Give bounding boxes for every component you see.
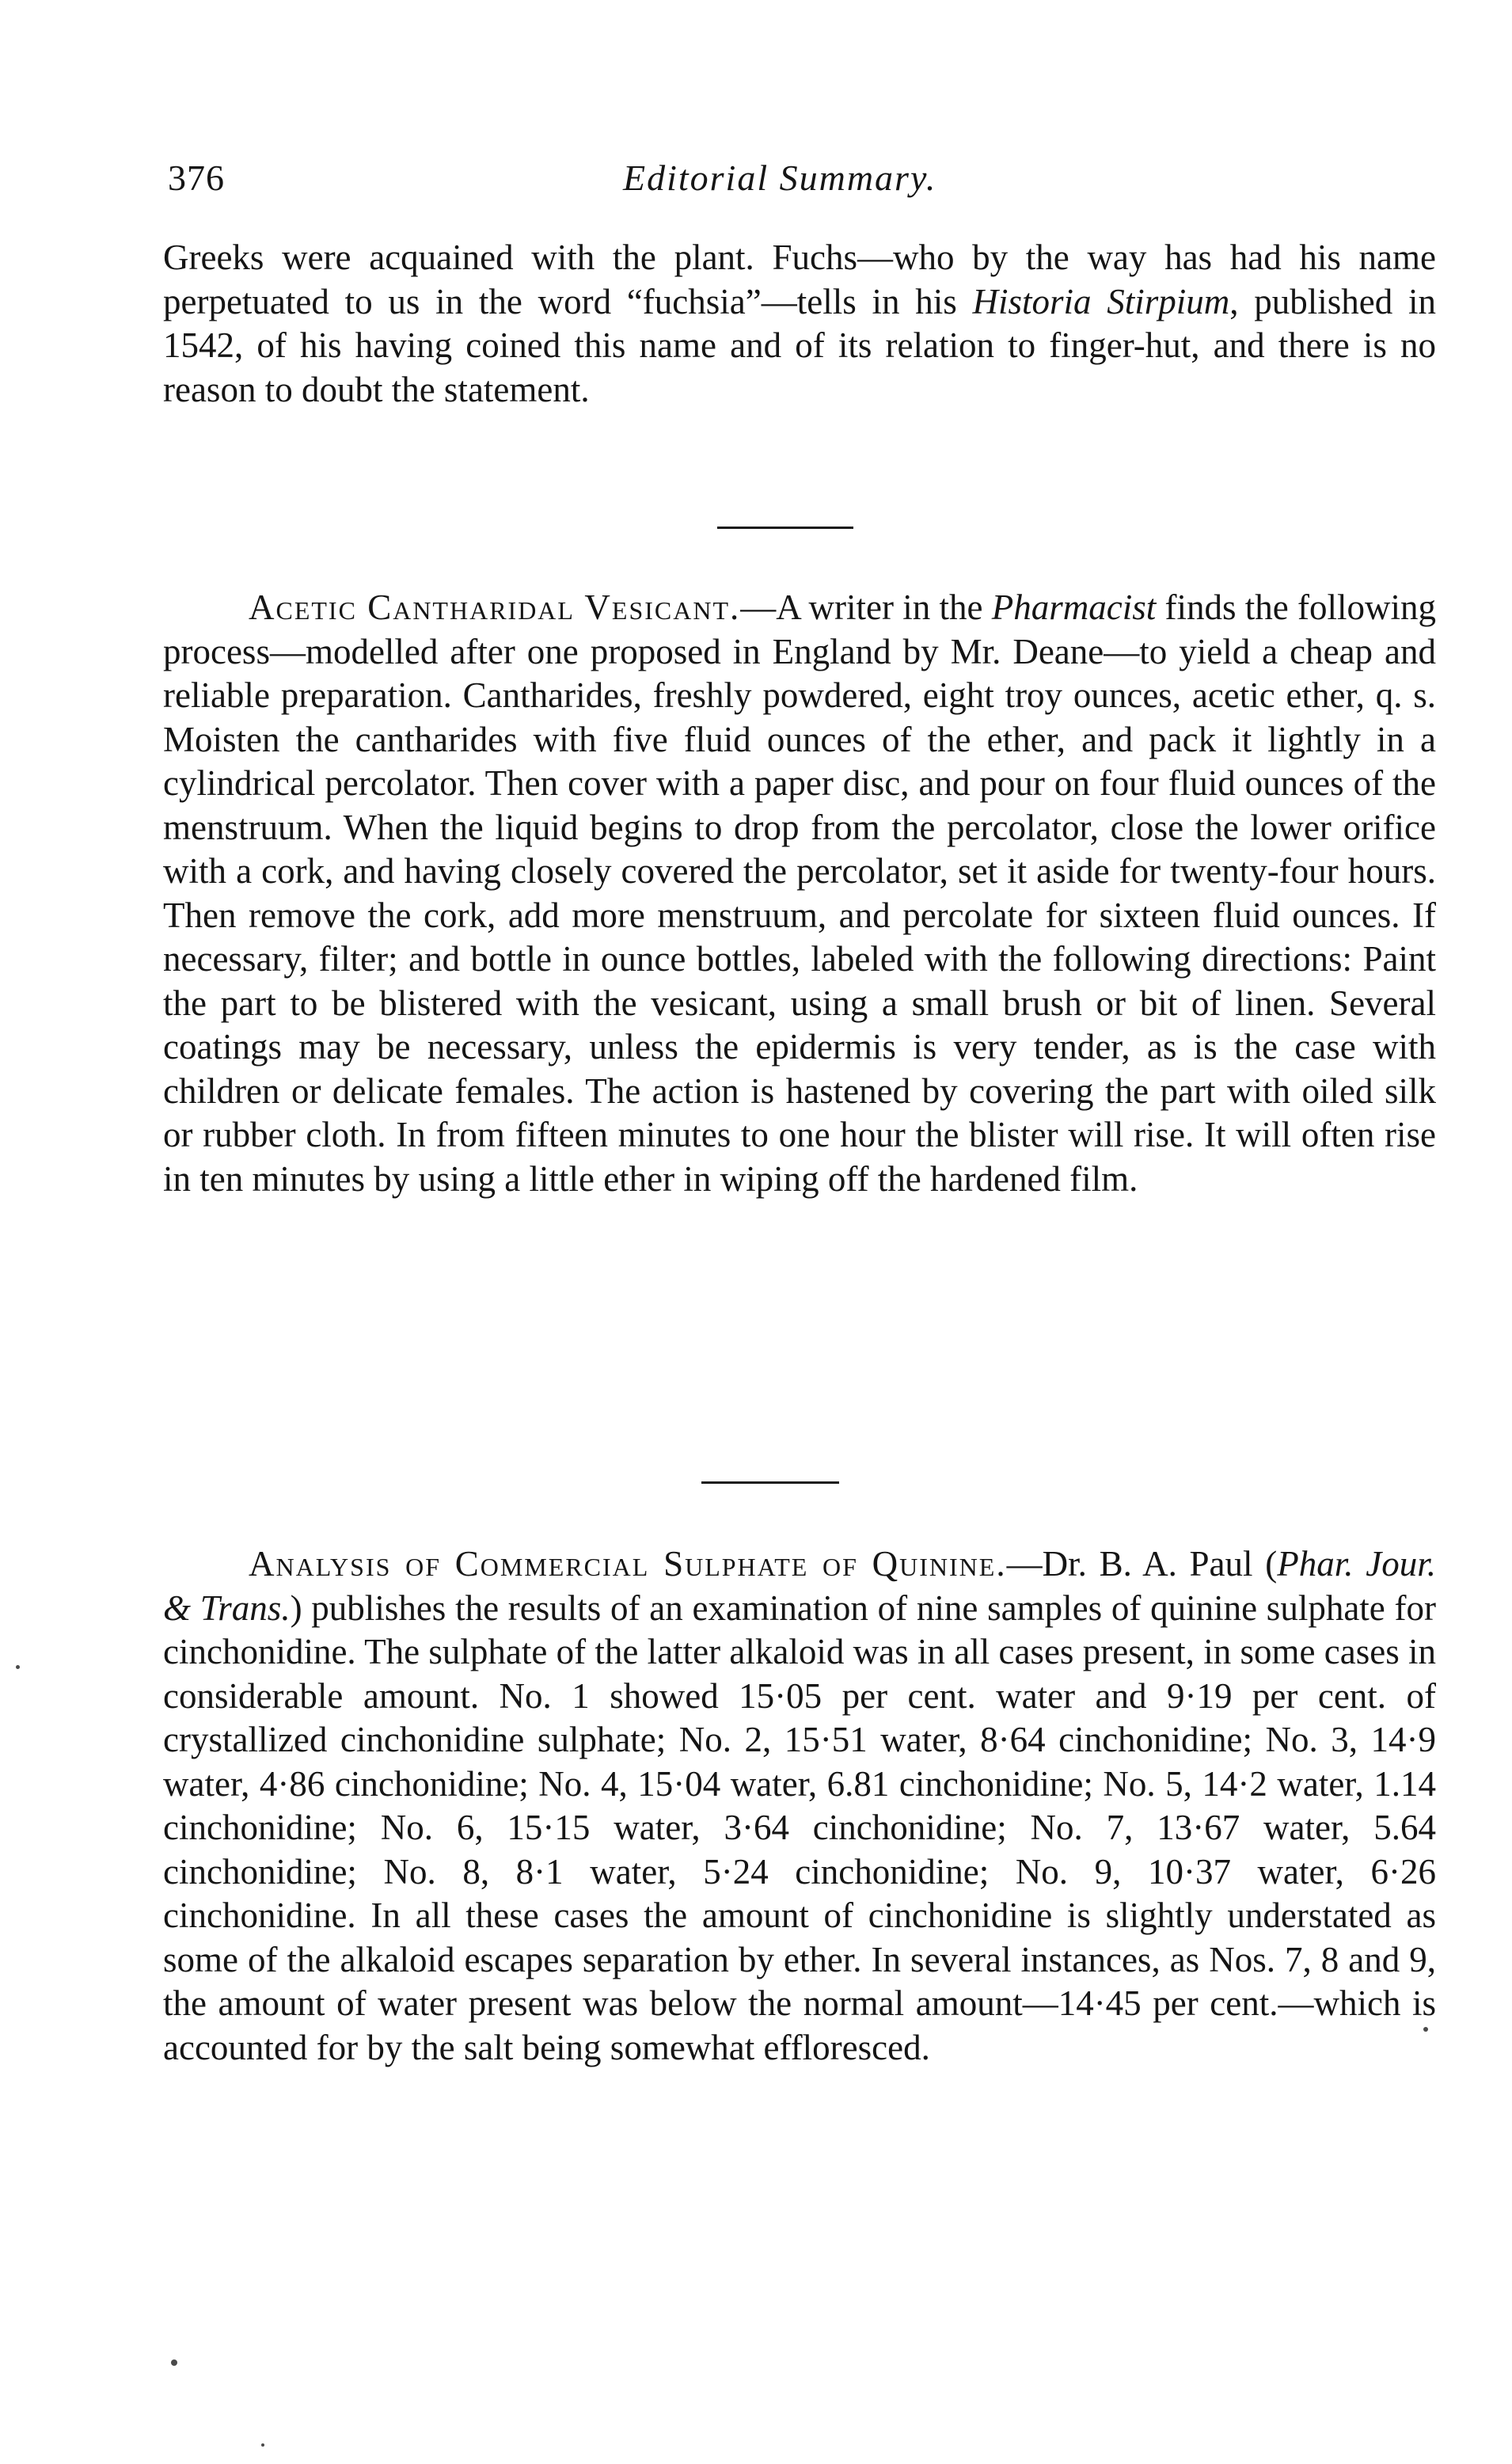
paragraph-text: Greeks were acquained with the plant. Fuchs—who by the way has had his name perpetuated to us in the word “fuchsia”—tells in his	[163, 238, 1436, 321]
article-text-continued: finds the following process—modelled after one proposed in England by Mr. Deane—to yield a cheap and reliable preparation. Cantharides, freshly powdered, eight troy ounces, acetic ether, q. s. Moisten the cantharides with five fluid ounces of the ether, and pack it lightly in a cylindrical percolator. Then cover with a paper disc, and pour on four fluid ounces of the menstruum. When the liquid begins to drop from the percolator, close the lower orifice with a cork, and having closely covered the percolator, set it aside for twenty-four hours. Then remove the cork, add more menstruum, and percolate for sixteen fluid ounces. If necessary, filter; and bottle in ounce bottles, labeled with the following directions: Paint the part to be blistered with the vesicant, using a small brush or bit of linen. Several coatings may be necessary, unless the epidermis is very tender, as is the case with children or delicate females. The action is hastened by covering the part with oiled silk or rubber cloth. In from fifteen minutes to one hour the blister will rise. It will often rise in ten minutes by using a little ether in wiping off the hardened film.	[163, 587, 1436, 1199]
paragraph-text-continued: , published in 1542, of his having coined this name and of its relation to finger-hut, and there is no reason to doubt the statement.	[163, 281, 1436, 409]
article-analysis-quinine-sulphate	[163, 1542, 1436, 2070]
source-phar-jour-trans: Phar. Jour. & Trans.	[163, 1544, 1436, 1628]
page-header	[168, 157, 1434, 212]
continued-paragraph	[163, 236, 1436, 412]
source-pharmacist: Pharmacist	[991, 587, 1157, 627]
ink-speck	[171, 2359, 177, 2366]
section-divider	[701, 1481, 839, 1484]
ink-speck	[261, 2443, 264, 2447]
section-divider	[717, 527, 853, 529]
running-head: Editorial Summary.	[623, 158, 937, 198]
ink-speck	[16, 1665, 20, 1669]
book-title-historia-stirpium: Historia Stirpium	[972, 281, 1230, 321]
article-text: —Dr. B. A. Paul (	[1006, 1544, 1278, 1584]
article-text: —A writer in the	[740, 587, 992, 627]
ink-speck	[1423, 2027, 1428, 2032]
article-title: Analysis of Commercial Sulphate of Quinine.	[249, 1544, 1007, 1584]
page-number: 376	[168, 158, 225, 198]
article-text-continued: ) publishes the results of an examination of nine samples of quinine sulphate for cinchonidine. The sulphate of the latter alkaloid was in all cases present, in some cases in considerable amount. No. 1 showed 15·05 per cent. water and 9·19 per cent. of crystallized cinchonidine sulphate; No. 2, 15·51 water, 8·64 cinchonidine; No. 3, 14·9 water, 4·86 cinchonidine; No. 4, 15·04 water, 6.81 cinchonidine; No. 5, 14·2 water, 1.14 cinchonidine; No. 6, 15·15 water, 3·64 cinchonidine; No. 7, 13·67 water, 5.64 cinchonidine; No. 8, 8·1 water, 5·24 cinchonidine; No. 9, 10·37 water, 6·26 cinchonidine. In all these cases the amount of cinchonidine is slightly understated as some of the alkaloid escapes separation by ether. In several instances, as Nos. 7, 8 and 9, the amount of water present was below the normal amount—14·45 per cent.—which is accounted for by the salt being somewhat effloresced.	[163, 1588, 1436, 2067]
article-title: Acetic Cantharidal Vesicant.	[249, 587, 741, 627]
article-acetic-cantharidal-vesicant	[163, 586, 1436, 1201]
